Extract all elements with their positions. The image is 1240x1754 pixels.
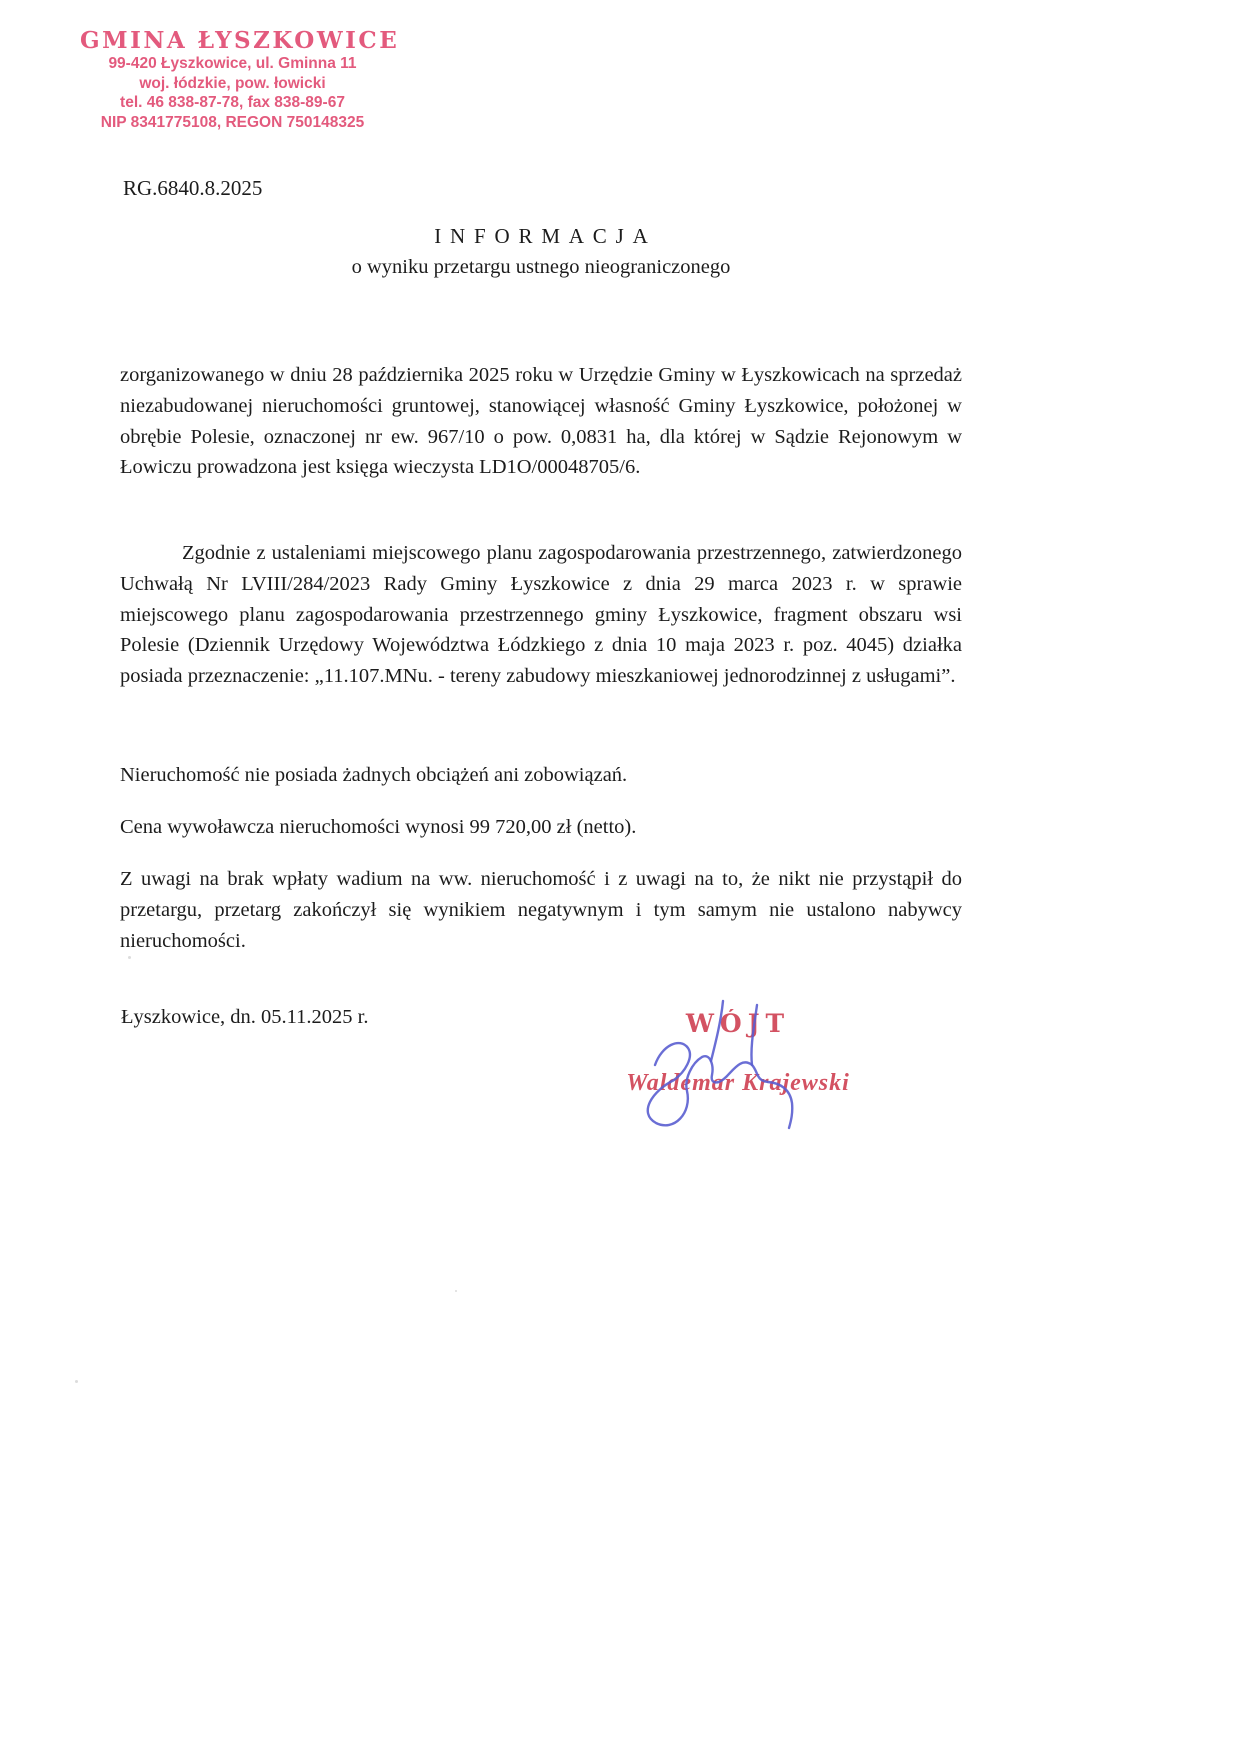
document-title: INFORMACJA	[434, 224, 657, 248]
place-and-date: Łyszkowice, dn. 05.11.2025 r.	[121, 1006, 369, 1028]
body-paragraph-negative-result: Z uwagi na brak wpłaty wadium na ww. nieruchomość i z uwagi na to, że nikt nie przystąpił do przetargu, przetarg zakończył się wynikiem negatywnym i tym samym nie ustalono nabywcy nieruchomości.	[120, 868, 962, 952]
stamp-phone-fax: tel. 46 838-87-78, fax 838-89-67	[120, 94, 345, 111]
body-paragraph-auction-details: zorganizowanego w dniu 28 października 2025 roku w Urzędzie Gminy w Łyszkowicach na sprzedaż niezabudowanej nieruchomości gruntowej, stanowiącej własność Gminy Łyszkowice, położonej w obrębie Polesie, oznaczonej nr ew. 967/10 o pow. 0,0831 ha, dla której w Sądzie Rejonowym w Łowiczu prowadzona jest księga wieczysta LD1O/00048705/6.	[120, 364, 962, 479]
title-block	[120, 224, 962, 279]
document-subtitle: o wyniku przetargu ustnego nieograniczonego	[351, 256, 731, 278]
stamp-nip-regon: NIP 8341775108, REGON 750148325	[100, 113, 365, 131]
stamp-municipality-name: GMINA ŁYSZKOWICE	[80, 27, 400, 54]
reference-number: RG.6840.8.2025	[123, 176, 263, 200]
body-paragraph-starting-price: Cena wywoławcza nieruchomości wynosi 99 720,00 zł (netto).	[120, 816, 637, 838]
signer-name-stamp: Waldemar Krajewski	[626, 1070, 850, 1096]
stamp-address: 99-420 Łyszkowice, ul. Gminna 11	[108, 55, 357, 72]
signer-role-stamp: WÓJT	[685, 1009, 791, 1038]
body-paragraph-zoning-plan: Zgodnie z ustaleniami miejscowego planu zagospodarowania przestrzennego, zatwierdzonego Uchwałą Nr LVIII/284/2023 Rady Gminy Łyszkowice z dnia 29 marca 2023 r. w sprawie miejscowego planu zagospodarowania przestrzennego gminy Łyszkowice, fragment obszaru wsi Polesie (Dziennik Urzędowy Województwa Łódzkiego z dnia 10 maja 2023 r. poz. 4045) działka posiada przeznaczenie: „11.107.MNu. - tereny zabudowy mieszkaniowej jednorodzinnej z usługami”.	[120, 542, 962, 688]
scan-artifact	[455, 1290, 457, 1292]
signature-block	[618, 1010, 858, 1097]
body-paragraph-no-encumbrances: Nieruchomość nie posiada żadnych obciążeń ani zobowiązań.	[120, 764, 628, 786]
scan-artifact	[75, 1380, 78, 1383]
office-ink-stamp	[80, 27, 400, 132]
stamp-region: woj. łódzkie, pow. łowicki	[139, 74, 326, 92]
scan-artifact	[128, 956, 131, 959]
